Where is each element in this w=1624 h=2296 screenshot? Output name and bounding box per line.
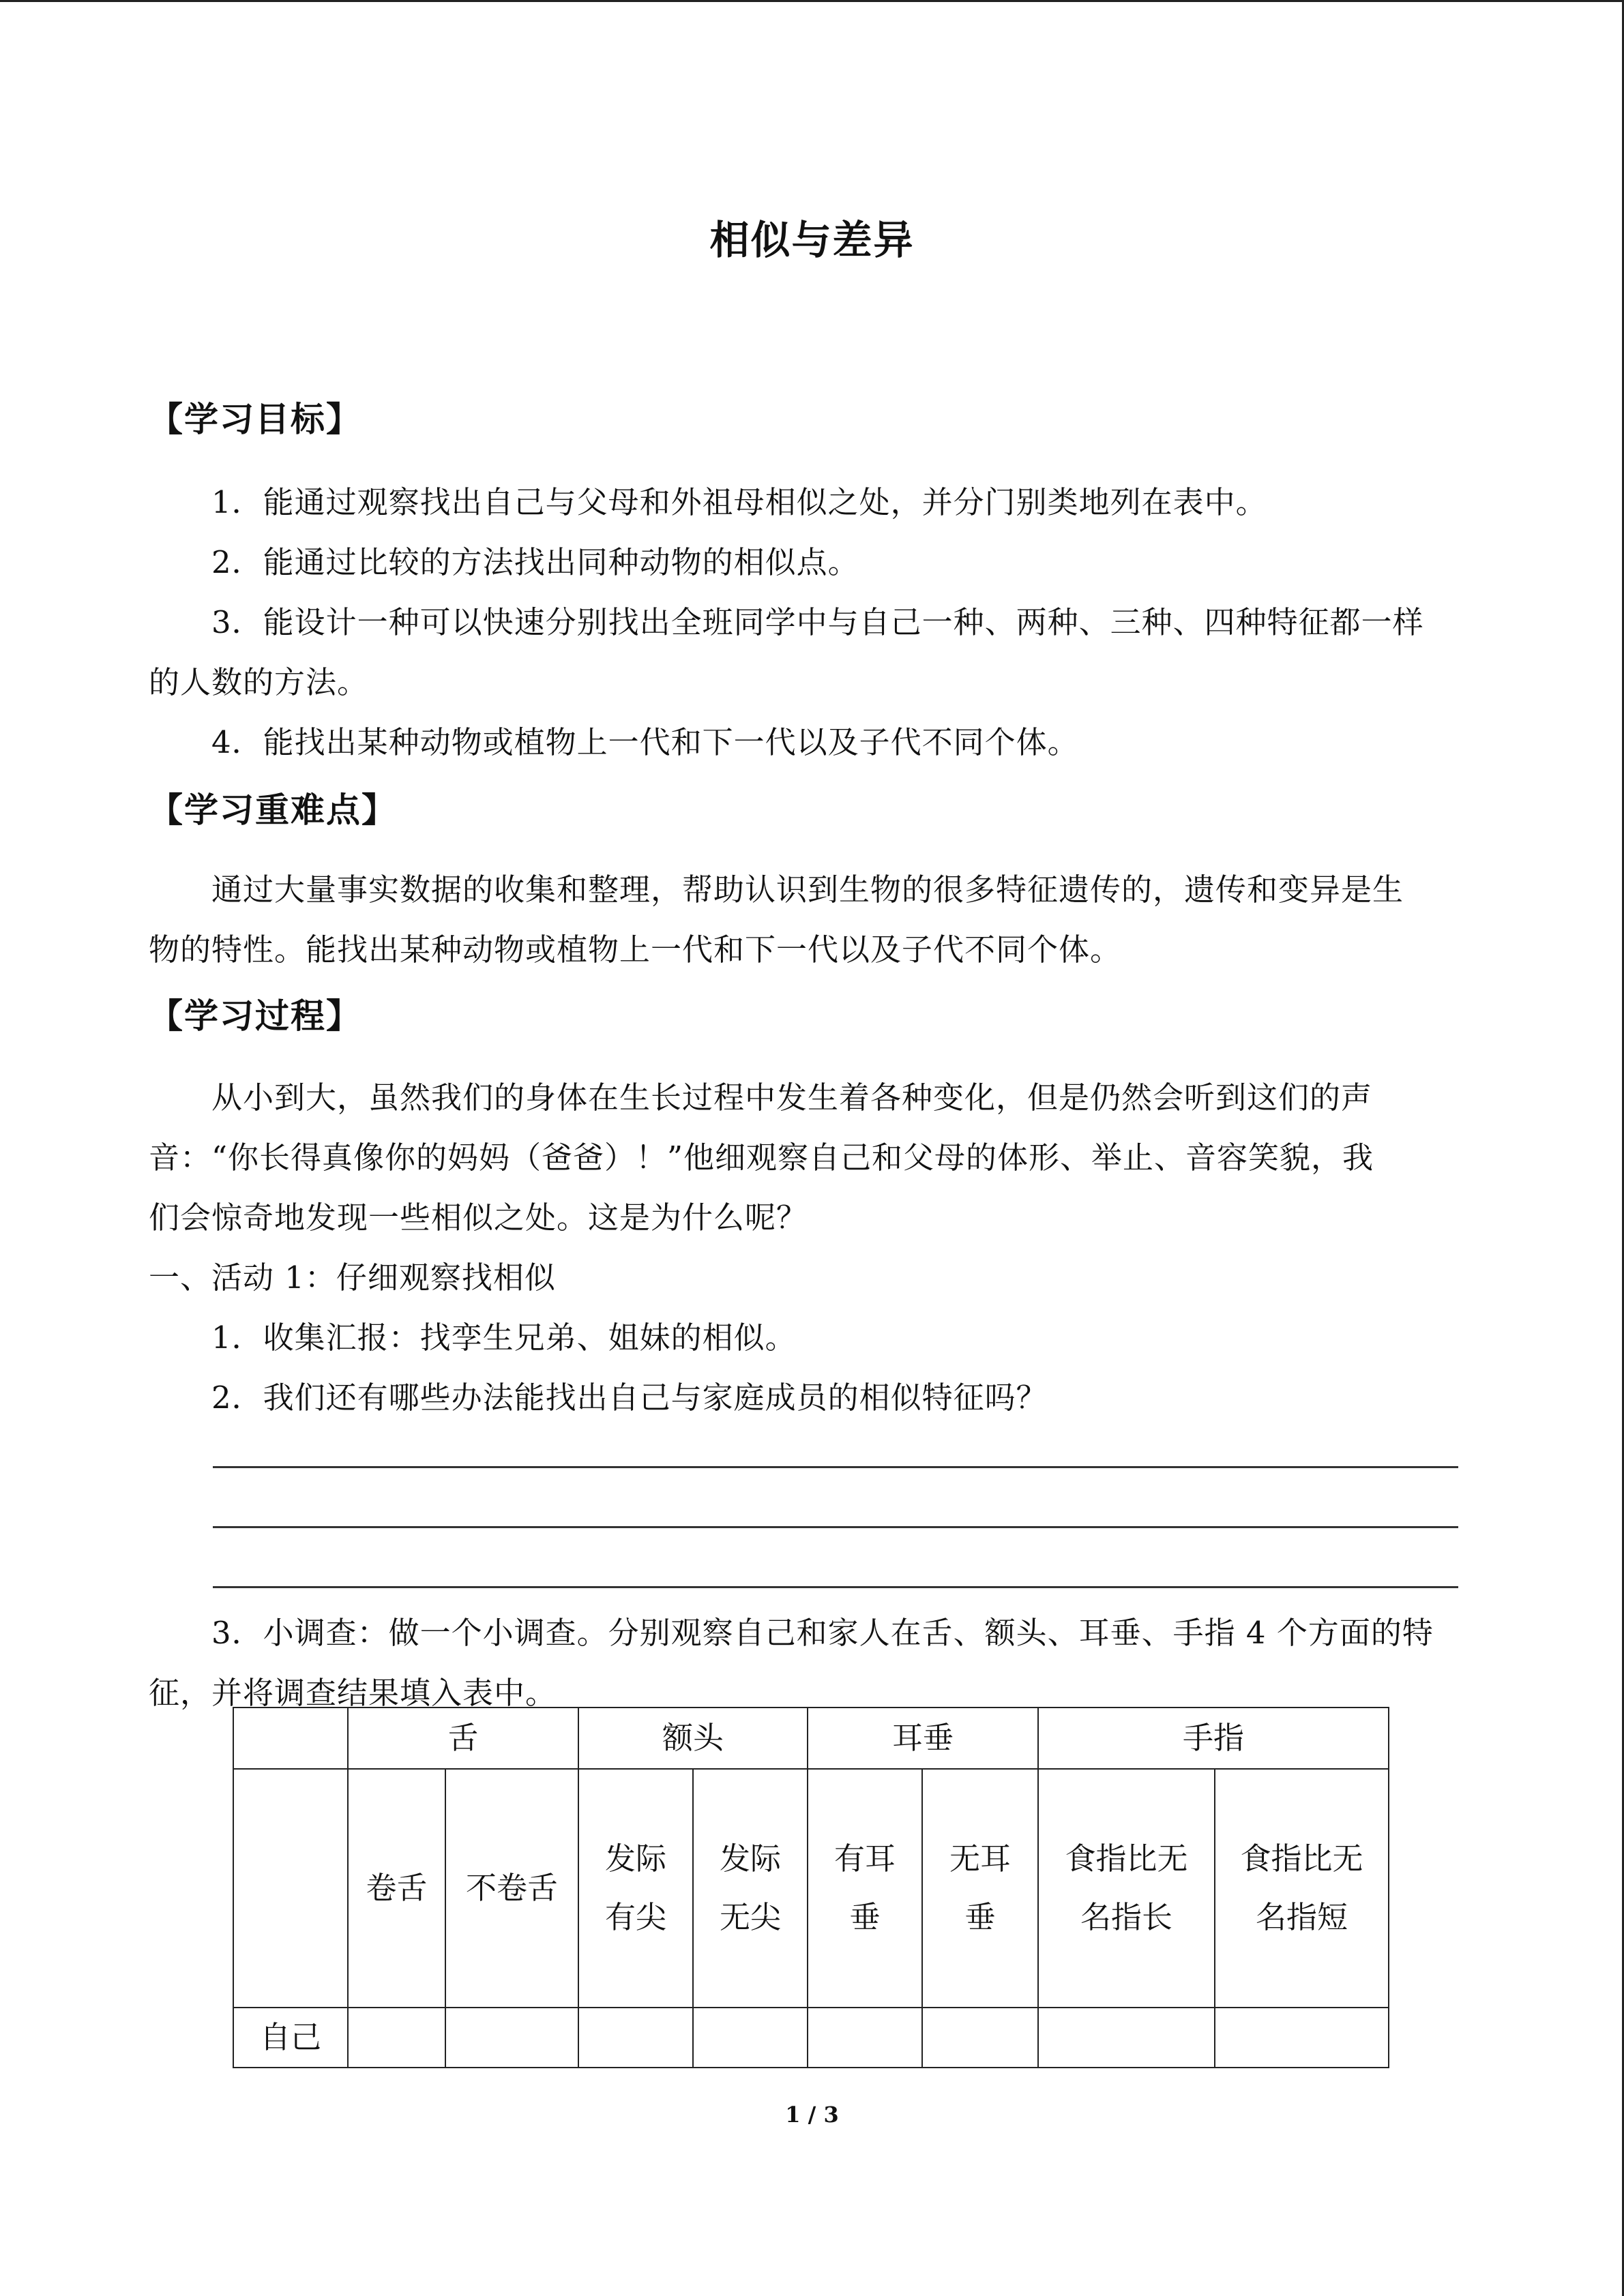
table-cell[interactable] <box>693 2008 808 2068</box>
table-cell[interactable] <box>578 2008 693 2068</box>
activity-title: 一、活动 1：仔细观察找相似 <box>149 1259 556 1296</box>
answer-line-3[interactable] <box>213 1586 1458 1588</box>
table-row <box>233 2008 1389 2068</box>
group-header-tongue: 舌 <box>348 1708 578 1769</box>
intro-line-1: 从小到大，虽然我们的身体在生长过程中发生着各种变化，但是仍然会听到这们的声 <box>211 1079 1373 1116</box>
table-column-header-row <box>233 1769 1389 2008</box>
table-cell[interactable] <box>348 2008 445 2068</box>
objective-4: 4．能找出某种动物或植物上一代和下一代以及子代不同个体。 <box>211 724 1079 760</box>
page-title: 相似与差异 <box>709 217 915 263</box>
step-3-line-1: 3．小调查：做一个小调查。分别观察自己和家人在舌、额头、耳垂、手指 4 个方面的特 <box>211 1615 1434 1651</box>
objective-3-continued: 的人数的方法。 <box>149 664 369 700</box>
group-header-forehead: 额头 <box>578 1708 808 1769</box>
table-cell[interactable] <box>808 2008 922 2068</box>
page-border-top <box>0 0 1624 2</box>
step-2: 2．我们还有哪些办法能找出自己与家庭成员的相似特征吗？ <box>211 1380 1048 1416</box>
table-corner-cell <box>233 1708 348 1769</box>
step-3-line-2: 征，并将调查结果填入表中。 <box>149 1675 557 1711</box>
table-cell[interactable] <box>1038 2008 1215 2068</box>
group-header-earlobe: 耳垂 <box>808 1708 1038 1769</box>
answer-line-2[interactable] <box>213 1526 1458 1528</box>
col-header-index-shorter: 食指比无 名指短 <box>1215 1769 1389 2008</box>
table-group-header-row <box>233 1708 1389 1769</box>
objective-1: 1．能通过观察找出自己与父母和外祖母相似之处，并分门别类地列在表中。 <box>211 484 1267 520</box>
col-header-curl-tongue: 卷舌 <box>348 1769 445 2008</box>
col-header-no-curl-tongue: 不卷舌 <box>445 1769 578 2008</box>
answer-line-1[interactable] <box>213 1466 1458 1468</box>
table-cell[interactable] <box>922 2008 1038 2068</box>
col-header-no-earlobe: 无耳 垂 <box>922 1769 1038 2008</box>
step-1: 1．收集汇报：找孪生兄弟、姐妹的相似。 <box>211 1320 797 1356</box>
row-label-self: 自己 <box>233 2008 348 2068</box>
page-number: 1 / 3 <box>785 2102 839 2128</box>
objective-2: 2．能通过比较的方法找出同种动物的相似点。 <box>211 544 859 580</box>
heading-key-points: 【学习重难点】 <box>149 790 397 830</box>
col-header-pointed-hairline: 发际 有尖 <box>578 1769 693 2008</box>
heading-objectives: 【学习目标】 <box>149 399 361 439</box>
key-points-line-2: 物的特性。能找出某种动物或植物上一代和下一代以及子代不同个体。 <box>149 931 1122 968</box>
table-cell[interactable] <box>445 2008 578 2068</box>
intro-line-2: 音：“你长得真像你的妈妈（爸爸）！”他细观察自己和父母的体形、举止、音容笑貌，我 <box>149 1139 1374 1176</box>
survey-table-container <box>233 1707 1389 2068</box>
col-header-index-longer: 食指比无 名指长 <box>1038 1769 1215 2008</box>
survey-table <box>233 1707 1389 2068</box>
objective-3: 3．能设计一种可以快速分别找出全班同学中与自己一种、两种、三种、四种特征都一样 <box>211 604 1424 640</box>
table-cell[interactable] <box>1215 2008 1389 2068</box>
intro-line-3: 们会惊奇地发现一些相似之处。这是为什么呢？ <box>149 1199 808 1236</box>
table-row-label-blank <box>233 1769 348 2008</box>
col-header-attached-earlobe: 有耳 垂 <box>808 1769 922 2008</box>
heading-process: 【学习过程】 <box>149 996 361 1036</box>
group-header-finger: 手指 <box>1038 1708 1389 1769</box>
col-header-straight-hairline: 发际 无尖 <box>693 1769 808 2008</box>
key-points-line-1: 通过大量事实数据的收集和整理，帮助认识到生物的很多特征遗传的，遗传和变异是生 <box>211 871 1404 908</box>
